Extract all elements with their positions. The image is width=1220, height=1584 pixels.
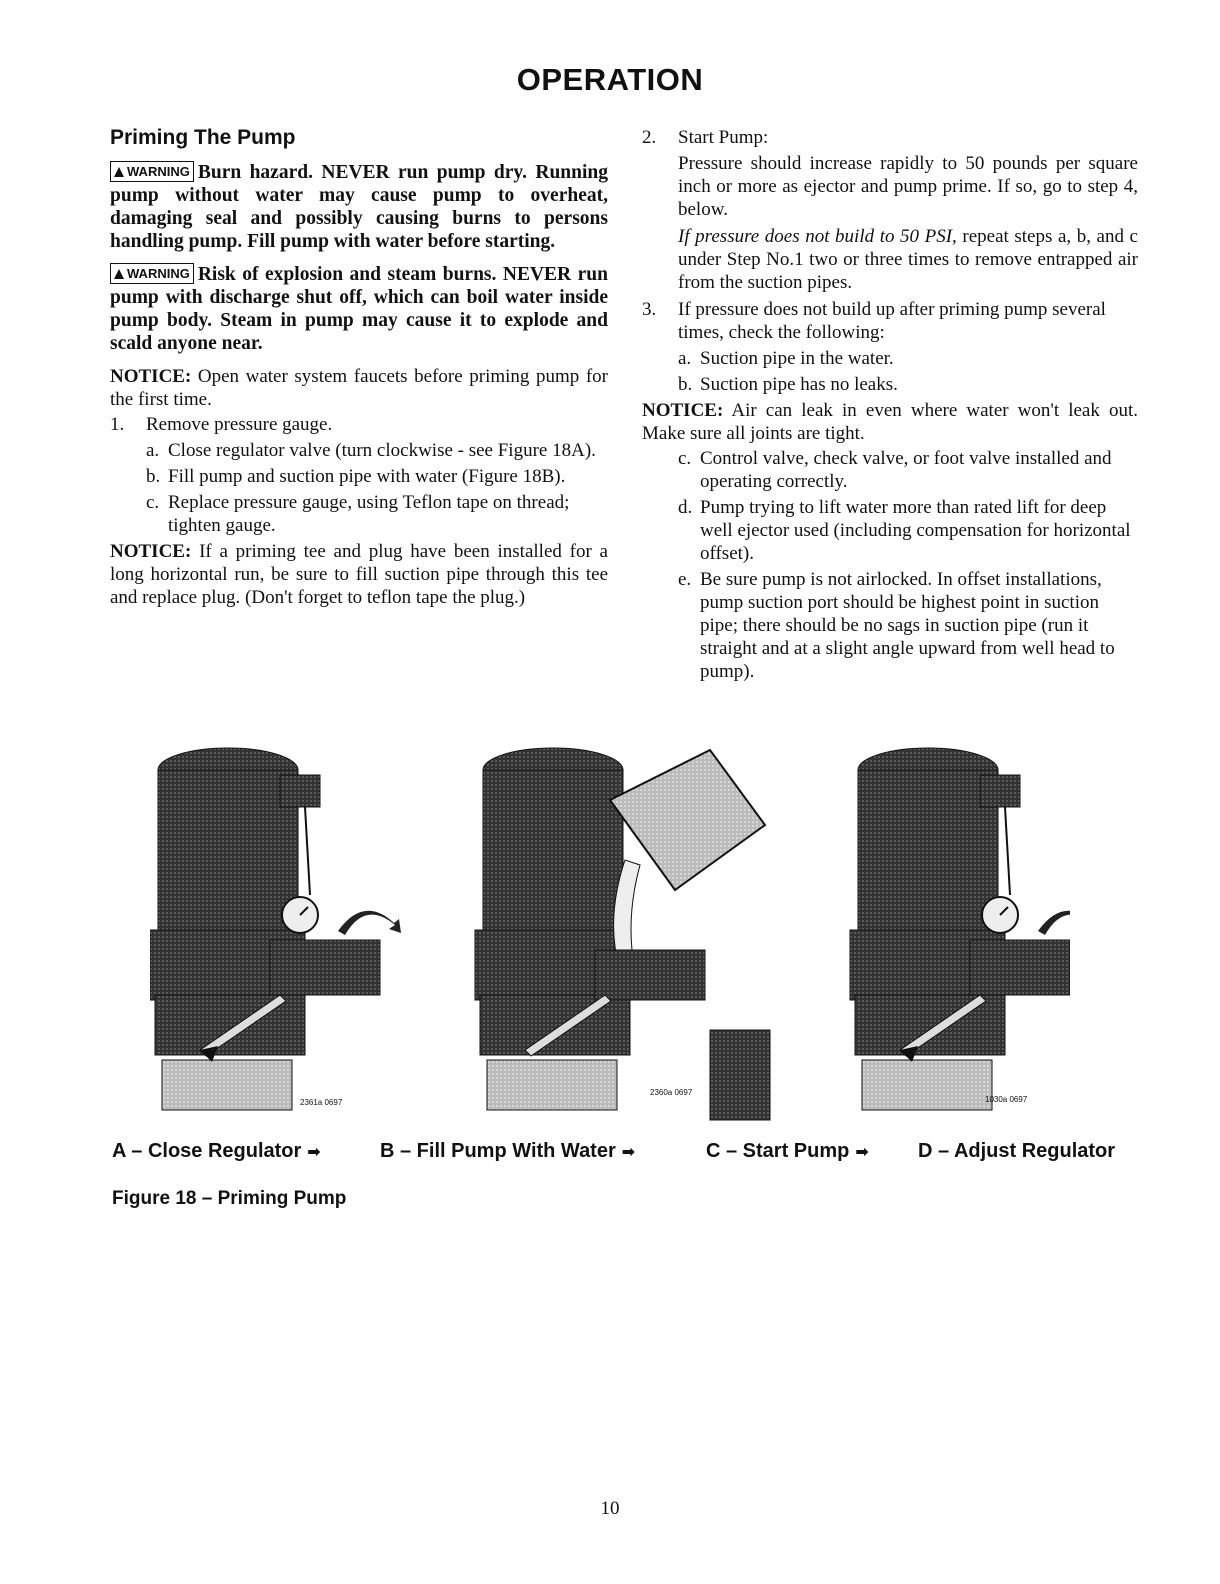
step-3d: d. Pump trying to lift water more than rated lift for deep well ejector used (including compensation for horizontal offset). xyxy=(678,497,1131,564)
right-arrow-icon: ➡ xyxy=(855,1144,869,1161)
warning-triangle-icon xyxy=(114,269,124,279)
step-2-pressure: Pressure should increase rapidly to 50 pounds per square inch or more as ejector and pump prime. If so, go to step 4, below. xyxy=(678,153,1138,220)
step-1a: a. Close regulator valve (turn clockwise - see Figure 18A). xyxy=(146,440,596,461)
notice-priming-tee: NOTICE: If a priming tee and plug have been installed for a long horizontal run, be sure to fill suction pipe through this tee and replace plug. (Don't forget to teflon tape the plug.) xyxy=(110,541,608,608)
right-column xyxy=(642,126,1138,686)
warning-badge: WARNING xyxy=(110,161,194,182)
pump-a-close-regulator xyxy=(150,748,401,1110)
caption-c: C – Start Pump ➡ xyxy=(706,1140,869,1162)
notice-air-leak: NOTICE: Air can leak in even where water won't leak out. Make sure all joints are tight. xyxy=(642,400,1138,444)
left-column xyxy=(110,126,608,611)
pump-b-fill-water xyxy=(475,748,770,1120)
step-1b: b. Fill pump and suction pipe with water (Figure 18B). xyxy=(146,466,566,487)
warning-badge: WARNING xyxy=(110,263,194,284)
step-3b: b. Suction pipe has no leaks. xyxy=(678,374,898,395)
step-3: 3. If pressure does not build up after priming pump several times, check the following: xyxy=(642,299,1106,343)
warning-explosion: WARNING Risk of explosion and steam burns. NEVER run pump with discharge shut off, which can boil water inside pump body. Steam in pump may cause it to explode and scald anyone near. xyxy=(110,264,608,354)
notice-faucets: NOTICE: Open water system faucets before priming pump for the first time. xyxy=(110,366,609,410)
step-3c: c. Control valve, check valve, or foot valve installed and operating correctly. xyxy=(678,448,1112,492)
figure-18-illustrations xyxy=(150,740,1070,1130)
step-1: 1. Remove pressure gauge. xyxy=(110,414,333,435)
warning-burn-hazard: WARNING Burn hazard. NEVER run pump dry. Running pump without water may cause pump to overheat, damaging seal and possibly causing burns to persons handling pump. Fill pump with water before starting. xyxy=(110,162,608,252)
page-title: OPERATION xyxy=(516,62,704,97)
step-2-repeat: If pressure does not build to 50 PSI, repeat steps a, b, and c under Step No.1 two or three times to remove entrapped air from the suction pipes. xyxy=(678,226,1138,293)
figure-title: Figure 18 – Priming Pump xyxy=(112,1188,347,1209)
pump-illustrations xyxy=(150,740,1070,1130)
warning-triangle-icon xyxy=(114,167,124,177)
figure-d-code: 1030a 0697 xyxy=(985,1095,1028,1104)
right-arrow-icon: ➡ xyxy=(307,1144,321,1161)
caption-d: D – Adjust Regulator xyxy=(918,1140,1116,1162)
figure-a-code: 2361a 0697 xyxy=(300,1098,343,1107)
figure-b-code: 2360a 0697 xyxy=(650,1088,693,1097)
pump-d-adjust-regulator xyxy=(850,748,1070,1110)
step-3e: e. Be sure pump is not airlocked. In offset installations, pump suction port should be highest point in suction pipe; there should be no sags in suction pipe (run it straight and at a slight angle upward from well head to pump). xyxy=(678,569,1115,682)
caption-b: B – Fill Pump With Water ➡ xyxy=(380,1140,636,1162)
page-number: 10 xyxy=(600,1498,620,1519)
caption-a: A – Close Regulator ➡ xyxy=(112,1140,321,1162)
step-2: 2. Start Pump: xyxy=(642,127,769,148)
step-1c: c. Replace pressure gauge, using Teflon tape on thread; tighten gauge. xyxy=(146,492,570,536)
section-heading: Priming The Pump xyxy=(110,126,296,149)
right-arrow-icon: ➡ xyxy=(621,1144,636,1161)
step-3a: a. Suction pipe in the water. xyxy=(678,348,894,369)
